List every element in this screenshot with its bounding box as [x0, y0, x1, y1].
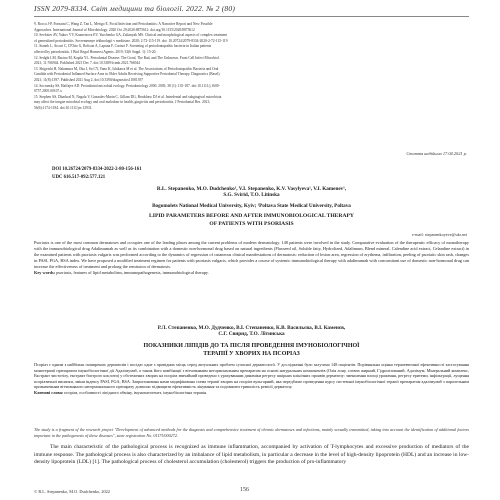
authors-line: R.L. Stepanenko, M.O. Dudchenko¹, V.I. Stepanenko, K.V. Vasylyeva¹, V.I. Kamenev¹,: [156, 186, 347, 192]
doi-line: DOI 10.26724/2079-8334-2022-2-80-156-161: [52, 167, 142, 172]
paper-title: [34, 212, 469, 228]
ua-title-line: ТЕРАПІЇ У ХВОРИХ НА ПСОРІАЗ: [203, 351, 300, 357]
reference-line: Approaches. International Journal of Microbiology. 2020 Oct 29;2020:8875612. doi.org/10.1155/2020/8875612: [34, 27, 195, 32]
udc-line: UDC 616.517-092:577.121: [52, 175, 106, 180]
contact-email: e-mail: stepanenkoyeve@ukr.net: [411, 232, 467, 237]
reference-line: 9. Rocca J-P, Fornaini C, Wang Z, Tan L, Merigo E. Focal Infection and Periodontitis: A Narrative Report and New Possible: [34, 22, 213, 26]
ua-authors-line-2: С.Г. Свирид, Т.О. Літинська: [218, 331, 285, 337]
ua-authors-line: Р.Л. Степаненко, М.О. Дудченко, В.І. Степаненко, К.В. Васильєва, В.І. Каменєв,: [157, 325, 346, 331]
reference-line: Candida with Periodontal Inflamed Surface Area in Older Adults Receiving Supportive Periodontal Therapy. Diagnostics (Basel).: [34, 72, 221, 77]
paper-authors: [34, 186, 469, 198]
ua-abstract: [34, 362, 469, 396]
title-line: LIPID PARAMETERS BEFORE AND AFTER IMMUNOBIOLOGICAL THERAPY: [149, 213, 354, 219]
ua-abstract-text: Псоріаз є одним з найбільш поширених дерматозів і посідає одне з провідних місць серед актуальних проблем сучасної дерматології. У дослідженні було залучено 148 пацієнтів. Порівняльна оцінка терапевтичної ефективності застосування монотерапії препаратом імунобіологічної дії Адалімумаб, а також його комбінації з вітчизняним негормональним препаратом на основі натуральних компонентів (Олія лону, соєвих жирний, Гідролізований, Адалімум, Мінеральний комплекс, Екстракт чистотілу, екстракт бистрого кислоти) у обстежених хворих на псоріаз звичайний проведено з урахуванням динаміки регресу шкірних клінічних проявів дерматозу: зменшення площі ураження, регресу еритеми, інфільтрації, лущення псоріатичної висипки, зміни індексу PASI, PGA, BSA. Запропонована нами модифікована схема терапії хворих на псоріаз вульгарний, яка передбачає проведення курсу системної імунобіологічної терапії препаратом адалімумаб з паралельним призначенням вітчизняного негормонального препарату дозволяє підвищити ефективність лікування та подовжити тривалість ремісії дерматозу.: [34, 362, 469, 390]
reference-line: 15. Stephen AS, Dhadwal N, Nagala V, Gonzales-Marin C, Gillam DG, Bradshaw DJ et al. Interdental and subgingival microbiota: [34, 94, 222, 99]
reference-line: 12. Sedghi LM, Bacino M, Kapila YL. Periodontal Disease: The Good, The Bad, and The Unknown. Front Cell Infect Microbiol.: [34, 55, 220, 60]
ua-keywords-text: псоріаз, особливості ліпідного обміну, імунопатогенез, імунобіологічна терапія.: [64, 389, 208, 395]
reference-line: 2021; 11(8):1397. Published 2021 Aug 2. doi:10.3390/diagnostics11081397: [34, 77, 144, 82]
affiliation: Bogomolets National Medical University, Kyiv; ¹Poltava State Medical University, Poltava: [152, 203, 351, 209]
body-text: [34, 444, 469, 467]
ua-authors: [34, 325, 469, 337]
reference-line: affected by periodontitis. J Biol Regul Homeost Agents. 2019; 33(6 Suppl. 1): 15-20.: [34, 49, 157, 54]
ua-title: [34, 342, 469, 358]
reference-line: of generalized periodontitis. Sovremennye tekhnologii v meditsine. 2020; 2:72-115-119. doi: 10.20724/2079-8334-2020-2-72-115-119: [34, 38, 228, 43]
body-paragraph: The main characteristic of the pathological process is recognized as immune inflammation, accompanied by activation of T-lymphocytes and excessive production of mediators of the immune response. The pathological process is also characterized by an imbalance of lipid metabolism, in particular a decrease in the level of high-density lipoprotein (HDL) and an increase in low-density lipoprotein (LDL) [1]. The pathological process of cholesterol accumulation (cholesterol) triggers the production of pro-inflammatory: [34, 444, 469, 466]
reference-line: may affect the tongue microbial ecology and oral malodour in health, gingivitis and periodontitis. J Periodontal Res. 2021;: [34, 100, 211, 105]
reference-list: [34, 22, 469, 112]
reference-line: 2021; 11:766944. Published 2021 Dec 7. doi:10.3389/fcimb.2021.766944: [34, 61, 140, 66]
title-line: OF PATIENTS WITH PSORIASIS: [209, 221, 294, 227]
abstract-text: Psoriasis is one of the most common dermatoses and occupies one of the leading places among the current problems of modern dermatology. 148 patients were involved in the study. Comparative evaluation of the therapeutic efficacy of monotherapy with the immunobiological drug Adalimumab as well as its combination with a domestic non-hormonal drug based on natural ingredients (Flaxseed oil, Soluble fatty, Hydrolized, Adalimum, Blend mineral, Calendine acid extract, Celandine extract) in the examined patients with psoriasis vulgaris was performed according to the dynamics of regression of cutaneous clinical manifestations of dermatosis: reduction of lesion area, regression of erythema, infiltration, peeling of psoriatic skin rash, changes in PASI, PGA, BSA index. We have proposed a modified treatment regimen for patients with psoriasis vulgaris, which provides a course of systemic immunobiological therapy with adalimumab with concomitant use of domestic non-hormonal drug can increase the effectiveness of treatment and prolong the remission of dermatosis.: [34, 240, 469, 269]
reference-line: 0757.2005.00107.x: [34, 89, 62, 94]
reference-line: 56(6):1174-1184. doi:10.1111/jre.12931.: [34, 105, 93, 110]
reference-line: 11. Stanek L, Arcuri C, D'Otto G, Rolison A, Lapuna F, Carinci F. Screening of periodontopathic bacteria in Italian patients: [34, 44, 212, 49]
page-number: 156: [240, 487, 249, 493]
reference-line: 10. Sevbitov AV, Yakov VV, Kuznetsova EV, Yurchenko GA, Zaliznyak MS. Clinical and morphological aspects of complex treatment: [34, 33, 228, 38]
reference-line: 14. Socransky SS, Haffajee AD. Periodontal microbial ecology. Periodontology 2000. 2005; 38 (1): 135-187. doi:10.1111/j.1600-: [34, 83, 220, 88]
journal-header: ISSN 2079-8334. Світ медицини та біології. 2022. № 2 (80): [34, 4, 236, 13]
ua-title-line: ПОКАЗНИКИ ЛІПІДІВ ДО ТА ПІСЛЯ ПРОВЕДЕННЯ ІМУНОБІОЛОГІЧНОЇ: [143, 343, 360, 349]
project-footnote: The study is a fragment of the research project "Development of advanced methods for the diagnosis and comprehensive treatment of chronic dermatoses and infections, mainly sexually transmitted, taking into account the identification of additional factors important in the pathogenesis of these diseases", state registration No. 0117U000272.: [34, 427, 469, 438]
reference-line: 13. Shigeishi H, Nakamura M, Oka I, Su CY, Yano K, Ishikawa M et al. The Associations of Periodontopathic Bacteria and Oral: [34, 66, 219, 71]
english-abstract: [34, 240, 469, 275]
received-date: Стаття надійшла 17.04.2021 р.: [406, 151, 467, 156]
keywords-text: psoriasis, features of lipid metabolism, immunopathogenesis, immunobiological therapy.: [56, 269, 209, 275]
ua-keywords-label: Ключові слова:: [34, 389, 64, 395]
copyright: © R.L. Stepanenko, M.O. Dudchenko, 2022: [34, 489, 110, 494]
keywords-label: Key words:: [34, 269, 56, 275]
header-divider: [34, 16, 469, 17]
authors-line-2: S.G. Svirid, T.O. Litinska: [223, 192, 280, 198]
